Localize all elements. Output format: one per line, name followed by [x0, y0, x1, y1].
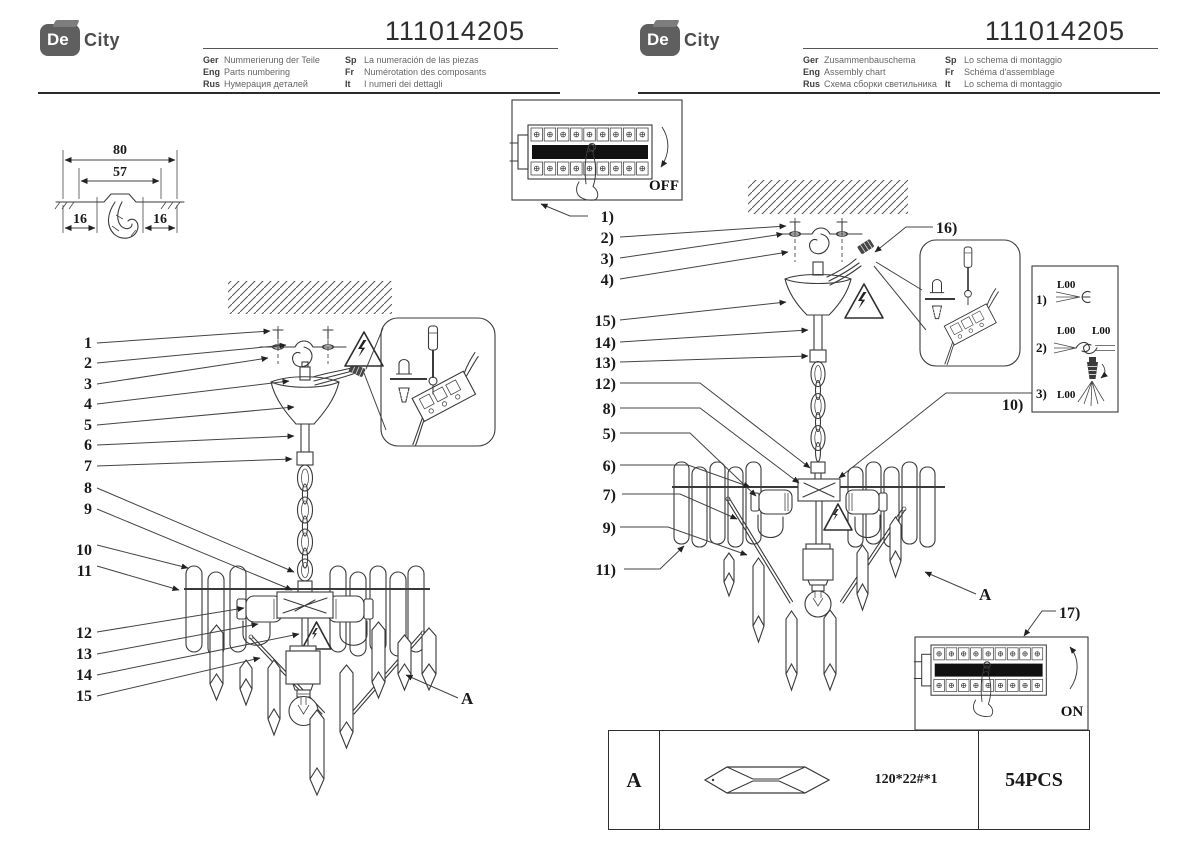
step-2-wire-b: L00 — [1092, 325, 1111, 337]
callout-6p: 6) — [602, 458, 616, 475]
callout-5p: 5) — [602, 426, 616, 443]
left-canopy — [271, 362, 366, 424]
callout-6: 6 — [84, 437, 92, 454]
lang-text: Schéma d'assemblage — [964, 67, 1055, 77]
dim-overall: 80 — [113, 143, 127, 158]
right-wire-connector — [857, 239, 874, 255]
step-1: 1) — [1036, 292, 1047, 307]
step-1-wire: L00 — [1057, 279, 1076, 291]
callout-7: 7 — [84, 458, 92, 475]
lang-text: Lo schema di montaggio — [964, 79, 1063, 89]
brand-city: City — [684, 29, 721, 50]
lang-code: Ger — [803, 55, 819, 65]
callout-13p: 13) — [594, 355, 616, 372]
lang-text: La numeración de las piezas — [364, 55, 479, 65]
on-label: ON — [1060, 704, 1084, 720]
callout-2p: 2) — [600, 230, 614, 247]
callout-10: 10) — [1002, 397, 1024, 414]
callout-14p: 14) — [594, 335, 616, 352]
callout-16: 16) — [936, 220, 958, 237]
left-warning-triangle-small — [302, 622, 331, 649]
callout-8p: 8) — [602, 401, 616, 418]
callout-4: 4 — [84, 396, 92, 413]
lang-code: Fr — [345, 67, 354, 77]
lang-code: Ger — [203, 55, 219, 65]
lang-text: Lo schema di montaggio — [964, 55, 1063, 65]
lang-code: It — [345, 79, 351, 89]
lang-text: Assembly chart — [824, 67, 886, 77]
callout-13: 13 — [76, 646, 92, 663]
parts-table-ref: A — [609, 731, 660, 829]
step-3-wire: L00 — [1057, 389, 1076, 401]
lang-code: Rus — [203, 79, 221, 89]
detail-ref-right: A — [979, 585, 992, 604]
crystal-icon — [700, 762, 834, 798]
lang-text: I numeri dei dettagli — [364, 79, 443, 89]
lang-code: Fr — [945, 67, 954, 77]
right-ceiling-hatch — [748, 180, 908, 214]
callout-9p: 9) — [602, 520, 616, 537]
callout-15: 15 — [76, 688, 92, 705]
left-wiring-inset — [364, 318, 501, 446]
wire-steps-box — [839, 266, 1118, 478]
part-number: 111014205 — [984, 16, 1125, 46]
lang-code: It — [945, 79, 951, 89]
callout-11: 11 — [76, 563, 92, 580]
step-3: 3) — [1036, 386, 1047, 401]
breaker-off-inset — [510, 100, 682, 226]
left-diagram — [76, 281, 501, 795]
callout-10: 10 — [76, 542, 92, 559]
callout-3p: 3) — [600, 251, 614, 268]
dim-inner: 57 — [113, 165, 127, 180]
dim-side-right: 16 — [153, 212, 167, 227]
callout-4p: 4) — [600, 272, 614, 289]
crystal-qty: 54PCS — [1005, 768, 1063, 791]
lang-text: Схема сборки светильника — [824, 79, 937, 89]
lang-text: Numérotation des composants — [364, 67, 487, 77]
left-ceiling-hatch — [228, 281, 392, 314]
right-mount-hook — [778, 218, 862, 262]
right-crystal-ring — [672, 462, 945, 547]
brand-de: De — [647, 30, 669, 49]
step-2: 2) — [1036, 340, 1047, 355]
hook-dimension-drawing — [55, 143, 184, 238]
lang-code: Eng — [803, 67, 820, 77]
callout-17: 17) — [1059, 605, 1081, 622]
callout-8: 8 — [84, 480, 92, 497]
lang-text: Zusammenbauschema — [824, 55, 916, 65]
part-number: 111014205 — [384, 16, 525, 46]
right-chain — [810, 315, 826, 479]
lang-code: Eng — [203, 67, 220, 77]
callout-12p: 12) — [594, 376, 616, 393]
callout-7p: 7) — [602, 487, 616, 504]
dim-side-left: 16 — [73, 212, 87, 227]
callout-14: 14 — [76, 667, 92, 684]
left-chain — [297, 424, 313, 592]
callout-11p: 11) — [595, 562, 616, 579]
lang-text: Nummerierung der Teile — [224, 55, 320, 65]
breaker-on-inset — [914, 605, 1088, 730]
callout-9: 9 — [84, 501, 92, 518]
off-label: OFF — [649, 178, 679, 194]
callout-2: 2 — [84, 355, 92, 372]
callout-3: 3 — [84, 376, 92, 393]
right-warning-triangle — [845, 284, 883, 318]
lang-text: Нумерация деталей — [224, 79, 308, 89]
lang-code: Sp — [345, 55, 357, 65]
callout-1: 1 — [84, 335, 92, 352]
lang-code: Sp — [945, 55, 957, 65]
parts-table-item — [660, 731, 979, 829]
right-diagram — [510, 100, 1118, 730]
detail-ref-left: A — [461, 689, 474, 708]
lang-text: Parts numbering — [224, 67, 291, 77]
lang-code: Rus — [803, 79, 821, 89]
callout-1p: 1) — [600, 209, 614, 226]
callout-5: 5 — [84, 417, 92, 434]
right-bulb — [803, 501, 833, 617]
step-2-wire-a: L00 — [1057, 325, 1076, 337]
callout-15p: 15) — [594, 313, 616, 330]
callout-12: 12 — [76, 625, 92, 642]
brand-de: De — [47, 30, 69, 49]
parts-table — [608, 730, 1090, 830]
left-warning-triangle — [345, 332, 383, 366]
brand-city: City — [84, 29, 121, 50]
right-wiring-inset — [874, 220, 1020, 366]
crystal-size: 120*22#*1 — [874, 772, 938, 787]
